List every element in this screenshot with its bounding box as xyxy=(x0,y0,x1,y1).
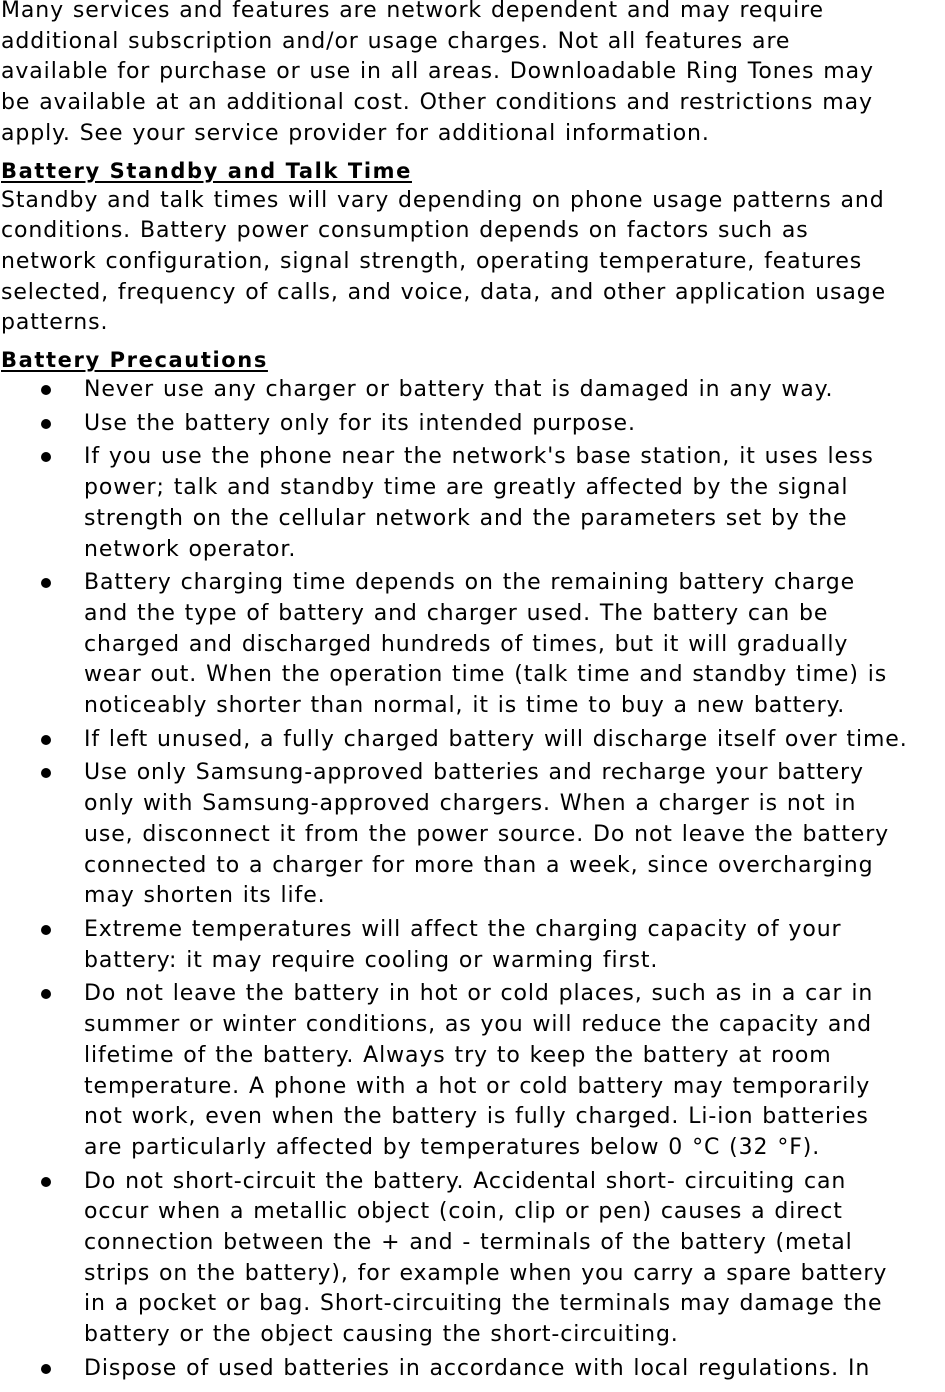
battery-precautions-list xyxy=(0,375,945,1385)
standby-talk-time-paragraph: Standby and talk times will vary depending on phone usage patterns and conditions. Battery power consumption depends on factors such as network configuration, signal strength, operating temperature, features selected, frequency of calls, and voice, data, and other application usage patterns. xyxy=(1,187,887,336)
bullet-icon xyxy=(41,578,51,588)
list-item xyxy=(0,568,945,722)
list-item xyxy=(0,1354,945,1385)
bullet-icon xyxy=(41,1177,51,1187)
list-item-text: Do not short-circuit the battery. Accidental short- circuiting can occur when a metallic object (coin, clip or pen) causes a direct connection between the + and - terminals of the battery (metal strips on the battery), for example when you carry a spare battery in a pocket or bag. Short-circuiting the terminals may damage the battery or the object causing the short-circuiting. xyxy=(84,1168,888,1348)
list-item-text: Never use any charger or battery that is damaged in any way. xyxy=(84,377,834,403)
bullet-icon xyxy=(41,925,51,935)
bullet-icon xyxy=(41,419,51,429)
list-item-text: Extreme temperatures will affect the charging capacity of your battery: it may require cooling or warming first. xyxy=(84,916,842,973)
list-item xyxy=(0,409,945,440)
bullet-icon xyxy=(41,768,51,778)
list-item xyxy=(0,758,945,912)
bullet-icon xyxy=(41,735,51,745)
list-item-text: If you use the phone near the network's base station, it uses less power; talk and standby time are greatly affected by the signal strength on the cellular network and the parameters set by the network operator. xyxy=(84,444,874,562)
bullet-icon xyxy=(41,385,51,395)
list-item xyxy=(0,979,945,1163)
bullet-icon xyxy=(41,989,51,999)
list-item-text: Use the battery only for its intended purpose. xyxy=(84,410,636,436)
list-item xyxy=(0,375,945,406)
list-item xyxy=(0,442,945,565)
list-item-text: Battery charging time depends on the remaining battery charge and the type of battery and charger used. The battery can be charged and discharged hundreds of times, but it will gradually wear out. When the operation time (talk time and standby time) is noticeably shorter than normal, it is time to buy a new battery. xyxy=(84,570,888,719)
list-item xyxy=(0,915,945,976)
list-item-text: If left unused, a fully charged battery will discharge itself over time. xyxy=(84,726,908,752)
list-item-text: Use only Samsung-approved batteries and recharge your battery only with Samsung-approved chargers. When a charger is not in use, disconnect it from the power source. Do not leave the battery connected to a charger for more than a week, since overcharging may shorten its life. xyxy=(84,760,890,909)
list-item xyxy=(0,725,945,756)
bullet-icon xyxy=(41,452,51,462)
intro-paragraph: Many services and features are network dependent and may require additional subscription and/or usage charges. Not all features are available for purchase or use in all areas. Downloadable Ring Tones may be available at an additional cost. Other conditions and restrictions may apply. See your service provider for additional information. xyxy=(1,0,874,146)
battery-precautions-heading: Battery Precautions xyxy=(1,348,268,373)
standby-talk-time-heading: Battery Standby and Talk Time xyxy=(1,158,412,183)
list-item xyxy=(0,1167,945,1351)
list-item-text: Do not leave the battery in hot or cold places, such as in a car in summer or winter conditions, as you will reduce the capacity and lifetime of the battery. Always try to keep the battery at room temperature. A phone with a hot or cold battery may temporarily not work, even when the battery is fully charged. Li-ion batteries are particularly affected by temperatures below 0 °C (32 °F). xyxy=(84,981,874,1160)
bullet-icon xyxy=(41,1364,51,1374)
list-item-text: Dispose of used batteries in accordance with local regulations. In xyxy=(84,1355,871,1381)
